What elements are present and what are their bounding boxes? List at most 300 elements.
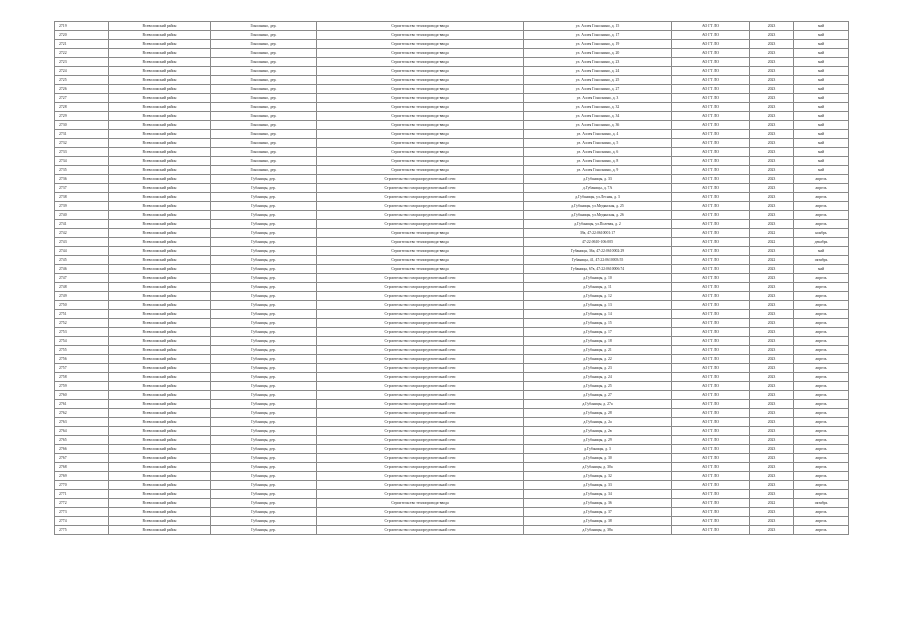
month-cell: апрель [794,454,849,463]
month-cell: май [794,49,849,58]
row-number-cell: 2721 [55,40,109,49]
work-type-cell: Строительство газораспределительной сети [317,391,524,400]
row-number-cell: 2774 [55,517,109,526]
year-cell: 2023 [750,400,794,409]
settlement-cell: Губаницы, дер. [211,337,317,346]
table-row [55,67,849,76]
work-type-cell: Строительство газораспределительной сети [317,409,524,418]
district-cell: Всеволожский район [109,310,211,319]
table-row [55,508,849,517]
organization-cell: АО ГТ ЛО [672,418,750,427]
address-cell: д.Губаницы, д. 37 [524,508,672,517]
row-number-cell: 2743 [55,238,109,247]
district-cell: Всеволожский район [109,301,211,310]
row-number-cell: 2731 [55,130,109,139]
settlement-cell: Губаницы, дер. [211,391,317,400]
table-row [55,22,849,31]
year-cell: 2023 [750,328,794,337]
work-type-cell: Строительство газораспределительной сети [317,328,524,337]
row-number-cell: 2730 [55,121,109,130]
organization-cell: АО ГТ ЛО [672,481,750,490]
year-cell: 2023 [750,85,794,94]
district-cell: Всеволожский район [109,490,211,499]
work-type-cell: Строительство теплопровода-ввода [317,247,524,256]
year-cell: 2023 [750,310,794,319]
month-cell: май [794,166,849,175]
work-type-cell: Строительство газораспределительной сети [317,481,524,490]
organization-cell: АО ГТ ЛО [672,256,750,265]
month-cell: октябрь [794,256,849,265]
year-cell: 2023 [750,157,794,166]
year-cell: 2022 [750,238,794,247]
district-cell: Всеволожский район [109,373,211,382]
district-cell: Всеволожский район [109,499,211,508]
year-cell: 2023 [750,445,794,454]
work-type-cell: Строительство газораспределительной сети [317,283,524,292]
organization-cell: АО ГТ ЛО [672,175,750,184]
organization-cell: АО ГТ ЛО [672,490,750,499]
district-cell: Всеволожский район [109,22,211,31]
month-cell: апрель [794,283,849,292]
row-number-cell: 2769 [55,472,109,481]
month-cell: май [794,31,849,40]
district-cell: Всеволожский район [109,355,211,364]
year-cell: 2023 [750,409,794,418]
address-cell: Губаницы, 36а, 47:22:0610002:29 [524,247,672,256]
row-number-cell: 2727 [55,94,109,103]
district-cell: Всеволожский район [109,436,211,445]
row-number-cell: 2748 [55,283,109,292]
district-cell: Всеволожский район [109,346,211,355]
address-cell: ул. Аллея Гонолнино, д. 8 [524,157,672,166]
address-cell: д.Губаницы, д. 2в [524,427,672,436]
organization-cell: АО ГТ ЛО [672,472,750,481]
month-cell: апрель [794,382,849,391]
month-cell: апрель [794,319,849,328]
address-cell: ул. Аллея Гонолнино, д. 17 [524,31,672,40]
district-cell: Всеволожский район [109,139,211,148]
organization-cell: АО ГТ ЛО [672,355,750,364]
work-type-cell: Строительство газораспределительной сети [317,418,524,427]
table-row [55,445,849,454]
settlement-cell: Губаницы, дер. [211,364,317,373]
table-row [55,220,849,229]
organization-cell: АО ГТ ЛО [672,247,750,256]
month-cell: апрель [794,274,849,283]
row-number-cell: 2761 [55,400,109,409]
row-number-cell: 2719 [55,22,109,31]
organization-cell: АО ГТ ЛО [672,121,750,130]
year-cell: 2023 [750,148,794,157]
settlement-cell: Губаницы, дер. [211,211,317,220]
year-cell: 2023 [750,391,794,400]
settlement-cell: Губаницы, дер. [211,328,317,337]
month-cell: апрель [794,301,849,310]
work-type-cell: Строительство газораспределительной сети [317,337,524,346]
month-cell: апрель [794,418,849,427]
row-number-cell: 2752 [55,319,109,328]
settlement-cell: Гонолнино, дер. [211,121,317,130]
table-row [55,103,849,112]
month-cell: май [794,265,849,274]
work-type-cell: Строительство теплопровода-ввода [317,256,524,265]
row-number-cell: 2772 [55,499,109,508]
work-type-cell: Строительство теплопровода-ввода [317,67,524,76]
table-row [55,454,849,463]
district-cell: Всеволожский район [109,85,211,94]
organization-cell: АО ГТ ЛО [672,526,750,535]
address-cell: д.Губаницы, д. 33 [524,175,672,184]
month-cell: апрель [794,400,849,409]
month-cell: май [794,121,849,130]
organization-cell: АО ГТ ЛО [672,328,750,337]
organization-cell: АО ГТ ЛО [672,166,750,175]
address-cell: д.Губаницы, д. 34 [524,490,672,499]
work-type-cell: Строительство теплопровода-ввода [317,85,524,94]
row-number-cell: 2760 [55,391,109,400]
organization-cell: АО ГТ ЛО [672,94,750,103]
work-type-cell: Строительство теплопровода-ввода [317,76,524,85]
address-cell: д.Губаницы, д. 27 [524,391,672,400]
month-cell: апрель [794,175,849,184]
row-number-cell: 2729 [55,112,109,121]
district-cell: Всеволожский район [109,193,211,202]
organization-cell: АО ГТ ЛО [672,274,750,283]
address-cell: д.Губаницы, д. 32 [524,472,672,481]
row-number-cell: 2726 [55,85,109,94]
table-row [55,481,849,490]
district-cell: Всеволожский район [109,175,211,184]
district-cell: Всеволожский район [109,220,211,229]
table-row [55,112,849,121]
month-cell: май [794,148,849,157]
work-type-cell: Строительство газораспределительной сети [317,202,524,211]
year-cell: 2023 [750,508,794,517]
organization-cell: АО ГТ ЛО [672,238,750,247]
address-cell: д.Губаницы, д. 2а [524,418,672,427]
organization-cell: АО ГТ ЛО [672,139,750,148]
table-row [55,40,849,49]
organization-cell: АО ГТ ЛО [672,148,750,157]
district-cell: Всеволожский район [109,418,211,427]
district-cell: Всеволожский район [109,49,211,58]
work-type-cell: Строительство газораспределительной сети [317,490,524,499]
month-cell: апрель [794,202,849,211]
year-cell: 2023 [750,274,794,283]
row-number-cell: 2737 [55,184,109,193]
month-cell: май [794,94,849,103]
district-cell: Всеволожский район [109,454,211,463]
row-number-cell: 2757 [55,364,109,373]
row-number-cell: 2745 [55,256,109,265]
organization-cell: АО ГТ ЛО [672,58,750,67]
district-cell: Всеволожский район [109,517,211,526]
month-cell: апрель [794,472,849,481]
address-cell: ул. Аллея Гонолнино, д. 24 [524,67,672,76]
organization-cell: АО ГТ ЛО [672,130,750,139]
work-type-cell: Строительство газораспределительной сети [317,193,524,202]
address-cell: д.Губаницы, д. 11 [524,283,672,292]
table-row [55,382,849,391]
organization-cell: АО ГТ ЛО [672,220,750,229]
month-cell: апрель [794,184,849,193]
month-cell: май [794,22,849,31]
work-type-cell: Строительство газораспределительной сети [317,175,524,184]
work-type-cell: Строительство теплопровода-ввода [317,139,524,148]
row-number-cell: 2746 [55,265,109,274]
organization-cell: АО ГТ ЛО [672,22,750,31]
table-row [55,472,849,481]
year-cell: 2023 [750,94,794,103]
year-cell: 2023 [750,355,794,364]
year-cell: 2023 [750,58,794,67]
organization-cell: АО ГТ ЛО [672,517,750,526]
district-cell: Всеволожский район [109,445,211,454]
work-type-cell: Строительство газораспределительной сети [317,526,524,535]
address-cell: ул. Аллея Гонолнино, д. 20 [524,49,672,58]
table-row [55,238,849,247]
address-cell: д.Губаницы, д. 10 [524,274,672,283]
table-row [55,175,849,184]
table-row [55,373,849,382]
month-cell: апрель [794,436,849,445]
district-cell: Всеволожский район [109,67,211,76]
row-number-cell: 2740 [55,211,109,220]
district-cell: Всеволожский район [109,238,211,247]
organization-cell: АО ГТ ЛО [672,391,750,400]
year-cell: 2023 [750,211,794,220]
year-cell: 2023 [750,103,794,112]
settlement-cell: Губаницы, дер. [211,310,317,319]
table-row [55,148,849,157]
organization-cell: АО ГТ ЛО [672,283,750,292]
address-cell: д.Губаницы, д. 17 [524,328,672,337]
address-cell: д.Губаницы, д. 24 [524,373,672,382]
table-row [55,463,849,472]
address-cell: д.Губаницы, д. 29 [524,436,672,445]
organization-cell: АО ГТ ЛО [672,319,750,328]
work-type-cell: Строительство газораспределительной сети [317,427,524,436]
row-number-cell: 2742 [55,229,109,238]
month-cell: май [794,112,849,121]
year-cell: 2022 [750,499,794,508]
settlement-cell: Гонолнино, дер. [211,31,317,40]
settlement-cell: Гонолнино, дер. [211,58,317,67]
year-cell: 2023 [750,283,794,292]
settlement-cell: Губаницы, дер. [211,526,317,535]
work-type-cell: Строительство теплопровода-ввода [317,229,524,238]
settlement-cell: Губаницы, дер. [211,499,317,508]
settlement-cell: Губаницы, дер. [211,454,317,463]
district-cell: Всеволожский район [109,265,211,274]
work-type-cell: Строительство газораспределительной сети [317,364,524,373]
year-cell: 2023 [750,175,794,184]
month-cell: апрель [794,409,849,418]
row-number-cell: 2763 [55,418,109,427]
work-type-cell: Строительство теплопровода-ввода [317,166,524,175]
district-cell: Всеволожский район [109,256,211,265]
district-cell: Всеволожский район [109,31,211,40]
work-type-cell: Строительство газораспределительной сети [317,382,524,391]
district-cell: Всеволожский район [109,76,211,85]
row-number-cell: 2741 [55,220,109,229]
organization-cell: АО ГТ ЛО [672,103,750,112]
year-cell: 2023 [750,130,794,139]
organization-cell: АО ГТ ЛО [672,337,750,346]
settlement-cell: Гонолнино, дер. [211,67,317,76]
organization-cell: АО ГТ ЛО [672,193,750,202]
address-cell: д.Губаницы, ул.Медянская, д. 25 [524,202,672,211]
row-number-cell: 2768 [55,463,109,472]
district-cell: Всеволожский район [109,283,211,292]
row-number-cell: 2764 [55,427,109,436]
settlement-cell: Гонолнино, дер. [211,103,317,112]
settlement-cell: Губаницы, дер. [211,382,317,391]
address-cell: 39а, 47:22:0610001:17 [524,229,672,238]
row-number-cell: 2758 [55,373,109,382]
district-cell: Всеволожский район [109,103,211,112]
settlement-cell: Губаницы, дер. [211,463,317,472]
month-cell: декабрь [794,238,849,247]
month-cell: апрель [794,337,849,346]
month-cell: апрель [794,310,849,319]
year-cell: 2022 [750,256,794,265]
work-type-cell: Строительство газораспределительной сети [317,319,524,328]
district-cell: Всеволожский район [109,364,211,373]
organization-cell: АО ГТ ЛО [672,229,750,238]
work-type-cell: Строительство газораспределительной сети [317,472,524,481]
work-type-cell: Строительство газораспределительной сети [317,292,524,301]
table-row [55,76,849,85]
year-cell: 2023 [750,346,794,355]
table-row [55,211,849,220]
table-row [55,184,849,193]
month-cell: апрель [794,526,849,535]
organization-cell: АО ГТ ЛО [672,346,750,355]
month-cell: май [794,76,849,85]
row-number-cell: 2734 [55,157,109,166]
organization-cell: АО ГТ ЛО [672,310,750,319]
settlement-cell: Гонолнино, дер. [211,94,317,103]
work-type-cell: Строительство теплопровода-ввода [317,157,524,166]
address-cell: ул. Аллея Гонолнино, д. 15 [524,22,672,31]
settlement-cell: Губаницы, дер. [211,481,317,490]
year-cell: 2023 [750,436,794,445]
settlement-cell: Губаницы, дер. [211,202,317,211]
address-cell: д.Губаницы, д. 36 [524,499,672,508]
address-cell: ул. Аллея Гонолнино, д. 19 [524,40,672,49]
settlement-cell: Губаницы, дер. [211,292,317,301]
month-cell: май [794,40,849,49]
row-number-cell: 2756 [55,355,109,364]
settlement-cell: Губаницы, дер. [211,229,317,238]
district-cell: Всеволожский район [109,427,211,436]
table-row [55,301,849,310]
work-type-cell: Строительство теплопровода-ввода [317,265,524,274]
month-cell: апрель [794,193,849,202]
organization-cell: АО ГТ ЛО [672,211,750,220]
month-cell: апрель [794,292,849,301]
row-number-cell: 2724 [55,67,109,76]
organization-cell: АО ГТ ЛО [672,40,750,49]
work-type-cell: Строительство теплопровода-ввода [317,22,524,31]
settlement-cell: Гонолнино, дер. [211,130,317,139]
settlement-cell: Губаницы, дер. [211,256,317,265]
table-row [55,328,849,337]
month-cell: ноябрь [794,229,849,238]
month-cell: апрель [794,490,849,499]
address-cell: д.Губаницы, д. 25 [524,382,672,391]
address-cell: д.Губаницы, д. 27а [524,400,672,409]
table-row [55,310,849,319]
organization-cell: АО ГТ ЛО [672,202,750,211]
work-type-cell: Строительство газораспределительной сети [317,463,524,472]
district-cell: Всеволожский район [109,472,211,481]
district-cell: Всеволожский район [109,121,211,130]
work-type-cell: Строительство газораспределительной сети [317,346,524,355]
address-cell: Губаницы, 41, 47:22:0610003:55 [524,256,672,265]
year-cell: 2023 [750,472,794,481]
row-number-cell: 2728 [55,103,109,112]
year-cell: 2023 [750,463,794,472]
row-number-cell: 2723 [55,58,109,67]
table-row [55,256,849,265]
organization-cell: АО ГТ ЛО [672,454,750,463]
table-row [55,292,849,301]
table-row [55,58,849,67]
district-cell: Всеволожский район [109,40,211,49]
work-type-cell: Строительство теплопровода-ввода [317,238,524,247]
settlement-cell: Губаницы, дер. [211,283,317,292]
district-cell: Всеволожский район [109,400,211,409]
organization-cell: АО ГТ ЛО [672,67,750,76]
district-cell: Всеволожский район [109,58,211,67]
settlement-cell: Губаницы, дер. [211,238,317,247]
district-cell: Всеволожский район [109,463,211,472]
row-number-cell: 2733 [55,148,109,157]
table-row [55,229,849,238]
row-number-cell: 2754 [55,337,109,346]
organization-cell: АО ГТ ЛО [672,49,750,58]
address-cell: ул. Аллея Гонолнино, д. 34 [524,112,672,121]
work-type-cell: Строительство газораспределительной сети [317,274,524,283]
year-cell: 2023 [750,418,794,427]
year-cell: 2023 [750,76,794,85]
organization-cell: АО ГТ ЛО [672,400,750,409]
month-cell: апрель [794,355,849,364]
table-row [55,409,849,418]
year-cell: 2023 [750,364,794,373]
row-number-cell: 2767 [55,454,109,463]
work-type-cell: Строительство газораспределительной сети [317,355,524,364]
settlement-cell: Гонолнино, дер. [211,157,317,166]
year-cell: 2023 [750,427,794,436]
table-row [55,391,849,400]
work-type-cell: Строительство газораспределительной сети [317,373,524,382]
row-number-cell: 2765 [55,436,109,445]
row-number-cell: 2750 [55,301,109,310]
work-type-cell: Строительство газораспределительной сети [317,184,524,193]
settlement-cell: Гонолнино, дер. [211,148,317,157]
work-type-cell: Строительство теплопровода-ввода [317,130,524,139]
work-type-cell: Строительство газораспределительной сети [317,220,524,229]
month-cell: октябрь [794,499,849,508]
address-cell: ул. Аллея Гонолнино, д. 6 [524,148,672,157]
organization-cell: АО ГТ ЛО [672,427,750,436]
address-cell: д.Губаницы, д. 33 [524,481,672,490]
district-cell: Всеволожский район [109,112,211,121]
settlement-cell: Губаницы, дер. [211,418,317,427]
